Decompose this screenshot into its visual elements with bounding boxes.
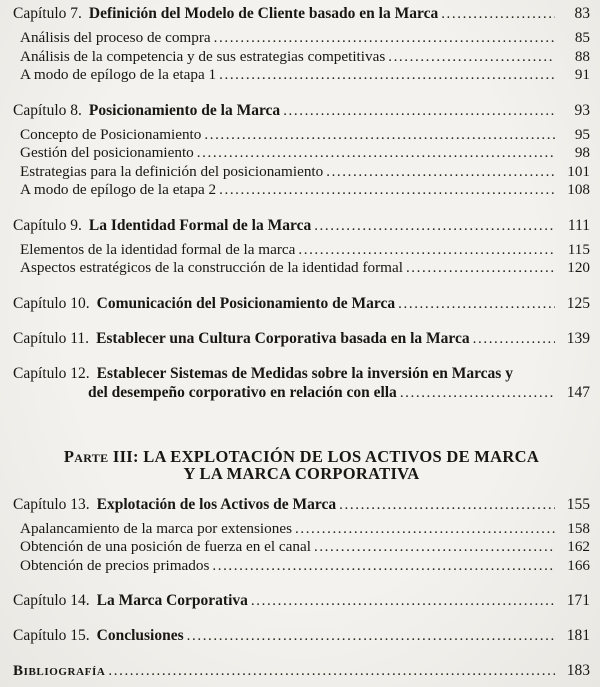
page-number: 139 xyxy=(566,329,590,347)
chapter-title: Comunicación del Posicionamiento de Marca xyxy=(96,294,396,312)
toc-entry xyxy=(20,126,590,145)
page-number: 120 xyxy=(567,259,590,276)
toc-entry xyxy=(20,48,590,67)
chapter-number: Capítulo 11. xyxy=(13,329,90,347)
page-number: 162 xyxy=(567,538,590,555)
toc-entry xyxy=(20,144,590,163)
toc-entry xyxy=(13,102,590,120)
page-number: 147 xyxy=(566,383,590,401)
page-number: 98 xyxy=(574,144,590,161)
chapter-title: Establecer una Cultura Corporativa basada en la Marca xyxy=(96,329,470,347)
chapter-number: Capítulo 9. xyxy=(13,216,82,234)
dot-leader xyxy=(314,217,555,235)
page-number: 115 xyxy=(567,240,590,258)
toc-entry xyxy=(20,241,590,260)
page-number: 85 xyxy=(574,29,590,46)
toc-entry xyxy=(13,365,590,383)
chapter-title: La Identidad Formal de la Marca xyxy=(88,216,312,234)
toc-entry xyxy=(13,217,590,235)
toc-entry xyxy=(20,163,590,182)
dot-leader xyxy=(400,384,555,402)
part-heading-line-2: Y LA MARCA CORPORATIVA xyxy=(183,463,420,483)
section-title: Análisis del proceso de compra xyxy=(20,29,211,46)
dot-leader xyxy=(298,241,555,260)
toc-entry xyxy=(20,557,590,576)
toc-entry xyxy=(13,5,590,23)
toc-entry xyxy=(13,295,590,313)
dot-leader xyxy=(441,5,555,23)
page-number: 83 xyxy=(574,5,590,22)
dot-leader xyxy=(187,627,555,645)
dot-leader xyxy=(251,592,555,610)
page-number: 108 xyxy=(567,181,590,198)
page-number: 125 xyxy=(566,294,590,312)
chapter-title: Conclusiones xyxy=(96,627,184,644)
chapter-number: Capítulo 15. xyxy=(13,627,90,644)
chapter-title: Definición del Modelo de Cliente basado en la Marca xyxy=(88,5,439,22)
page-number: 155 xyxy=(566,495,590,513)
toc-entry xyxy=(13,592,590,610)
chapter-title: La Marca Corporativa xyxy=(96,592,248,609)
dot-leader xyxy=(219,66,555,85)
section-title: Aspectos estratégicos de la construcción de la identidad formal xyxy=(20,259,403,276)
page-number: 111 xyxy=(567,216,590,234)
section-title: Gestión del posicionamiento xyxy=(20,144,194,161)
section-title: Elementos de la identidad formal de la marca xyxy=(20,240,296,258)
page-number: 88 xyxy=(574,47,590,65)
toc-entry xyxy=(13,496,590,514)
part-heading-line-1: Parte III: LA EXPLOTACIÓN DE LOS ACTIVOS DE MARCA xyxy=(63,446,540,466)
page-number: 166 xyxy=(567,556,590,574)
dot-leader xyxy=(214,29,555,48)
toc-entry xyxy=(20,259,590,278)
section-title: Apalancamiento de la marca por extensiones xyxy=(20,519,292,537)
page-number: 181 xyxy=(566,627,590,644)
section-title: Obtención de una posición de fuerza en el canal xyxy=(20,538,311,555)
toc-entry xyxy=(20,520,590,539)
dot-leader xyxy=(473,330,555,348)
dot-leader xyxy=(326,163,555,182)
section-title: Análisis de la competencia y de sus estrategias competitivas xyxy=(20,47,386,65)
section-title: A modo de epílogo de la etapa 1 xyxy=(20,66,217,83)
chapter-number: Capítulo 13. xyxy=(13,495,90,513)
page-number: 101 xyxy=(567,162,590,180)
toc-entry xyxy=(13,627,590,645)
bibliography-label: Bibliografía xyxy=(13,663,106,679)
chapter-number: Capítulo 7. xyxy=(13,5,82,22)
toc-entry xyxy=(20,29,590,48)
toc-entry xyxy=(20,538,590,557)
dot-leader xyxy=(219,181,555,200)
section-title: Estrategias para la definición del posicionamiento xyxy=(20,162,324,180)
toc-entry xyxy=(20,66,590,85)
chapter-number: Capítulo 12. xyxy=(13,364,90,382)
chapter-title: Posicionamiento de la Marca xyxy=(88,101,281,119)
dot-leader xyxy=(406,259,555,278)
dot-leader xyxy=(314,538,555,557)
chapter-number: Capítulo 14. xyxy=(13,592,90,609)
toc-entry-continuation xyxy=(13,384,590,402)
chapter-number: Capítulo 10. xyxy=(13,294,90,312)
toc-list xyxy=(13,5,590,680)
dot-leader xyxy=(204,126,555,145)
page-number: 183 xyxy=(566,662,590,679)
page-number: 95 xyxy=(574,125,590,143)
toc-entry xyxy=(13,662,590,680)
chapter-title: Explotación de los Activos de Marca xyxy=(96,495,337,513)
page-number: 158 xyxy=(567,519,590,537)
dot-leader xyxy=(108,662,555,680)
section-title: A modo de epílogo de la etapa 2 xyxy=(20,181,217,198)
chapter-title-continued: del desempeño corporativo en relación con ella xyxy=(88,383,397,401)
page-number: 91 xyxy=(574,66,590,83)
chapter-title: Establecer Sistemas de Medidas sobre la inversión en Marcas y xyxy=(96,364,513,382)
dot-leader xyxy=(388,48,555,67)
chapter-number: Capítulo 8. xyxy=(13,101,82,119)
dot-leader xyxy=(295,520,555,539)
dot-leader xyxy=(398,295,555,313)
page-number: 171 xyxy=(566,592,590,609)
dot-leader xyxy=(339,496,555,514)
toc-entry xyxy=(13,330,590,348)
dot-leader xyxy=(283,102,555,120)
section-title: Concepto de Posicionamiento xyxy=(20,125,202,143)
section-title: Obtención de precios primados xyxy=(20,556,210,574)
dot-leader xyxy=(197,144,555,163)
part-heading xyxy=(13,448,590,482)
toc-entry xyxy=(20,181,590,200)
page-number: 93 xyxy=(574,101,590,119)
dot-leader xyxy=(212,557,555,576)
